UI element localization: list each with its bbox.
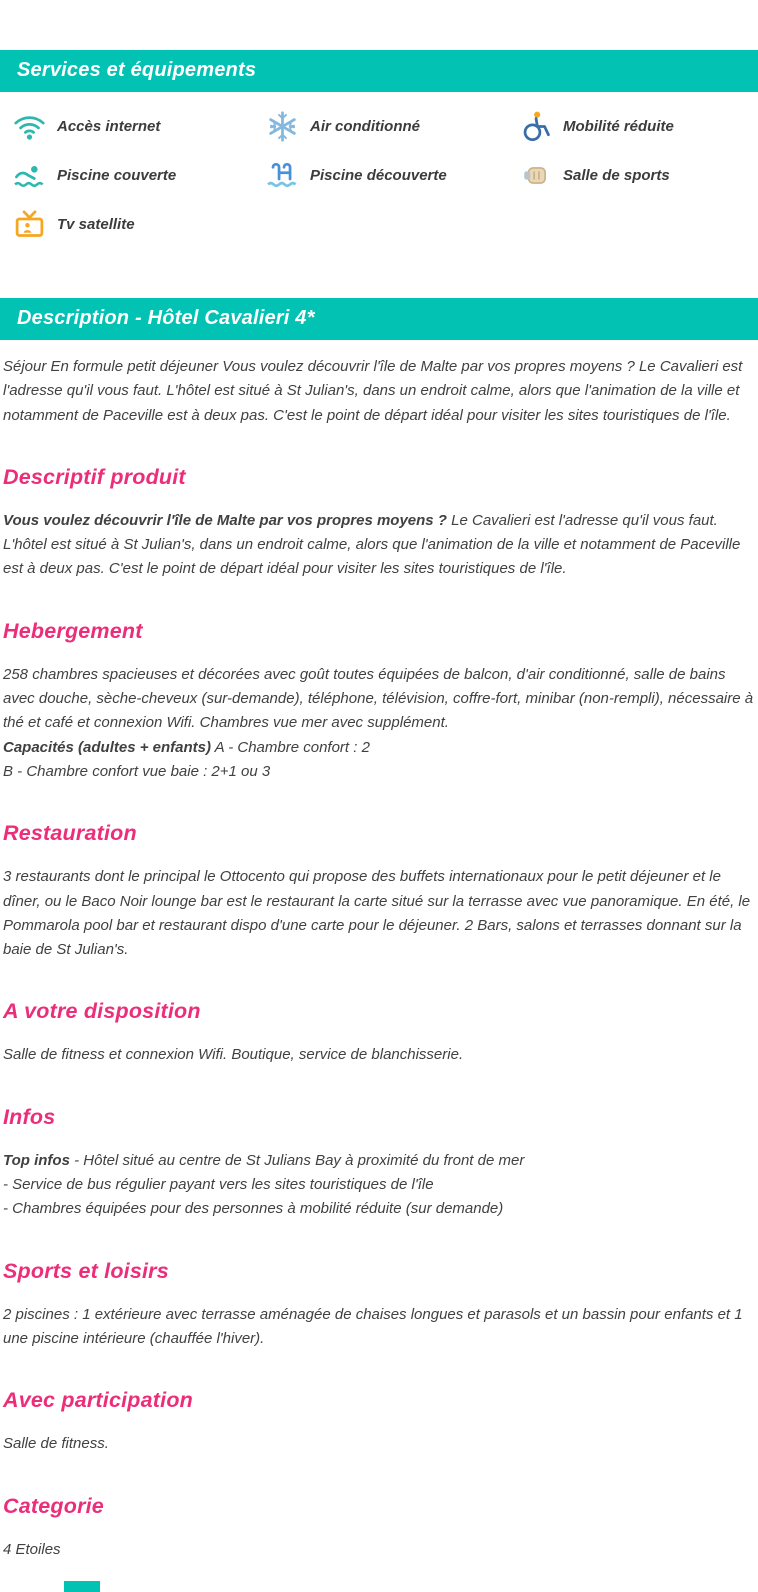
services-section-title: Services et équipements [17, 59, 257, 81]
services-section-header [0, 50, 758, 92]
disposition-paragraph: Salle de fitness et connexion Wifi. Boutique, service de blanchisserie. [3, 1046, 464, 1064]
gym-icon [516, 157, 554, 193]
hebergement-line2: B - Chambre confort vue baie : 2+1 ou 3 [3, 762, 271, 780]
amenity-label: Accès internet [57, 117, 161, 135]
amenity-tv-satellite [10, 206, 263, 242]
amenity-piscine-decouverte [263, 157, 516, 193]
amenities-grid [10, 108, 758, 242]
categorie-paragraph: 4 Etoiles [3, 1540, 61, 1558]
wheelchair-icon [516, 108, 554, 144]
heading-descriptif-produit: Descriptif produit [3, 464, 186, 489]
heading-categorie: Categorie [3, 1493, 104, 1518]
descriptif-paragraph [3, 509, 754, 582]
top-infos-rest: - Hôtel situé au centre de St Julians Bay à proximité du front de mer [69, 1151, 525, 1169]
tv-icon [10, 206, 48, 242]
hebergement-paragraph: 258 chambres spacieuses et décorées avec goût toutes équipées de balcon, d'air conditionné, salle de bains avec douche, sèche-cheveux (sur-demande), téléphone, télévision, coffre-fort, minibar (non-rempli), nécessaire à thé et café et connexion Wifi. Chambres vue mer avec supplément. [3, 665, 754, 732]
participation-paragraph: Salle de fitness. [3, 1435, 109, 1453]
heading-a-votre-disposition: A votre disposition [3, 999, 201, 1024]
capacites-label: Capacités (adultes + enfants) [3, 738, 211, 756]
amenity-piscine-couverte [10, 157, 263, 193]
restauration-paragraph: 3 restaurants dont le principal le Ottocento qui propose des buffets internationaux pour le petit déjeuner et le dîner, ou le Baco Noir lounge bar est le restaurant la carte situé sur la terrasse avec vue panoramique. En été, le Pommarola pool bar et restaurant dispo d'une carte pour le déjeuner. 2 Bars, salons et terrasses donnant sur la baie de St Julian's. [3, 868, 751, 959]
amenity-mobilite-reduite [516, 108, 758, 144]
partial-banner-fragment [64, 1581, 100, 1592]
descriptif-lead: Vous voulez découvrir l'île de Malte par vos propres moyens ? [3, 511, 452, 529]
heading-infos: Infos [3, 1104, 56, 1129]
swimmer-icon [10, 157, 48, 193]
heading-restauration: Restauration [3, 821, 137, 846]
heading-avec-participation: Avec participation [3, 1388, 193, 1413]
hebergement-capacites-line [3, 736, 754, 760]
amenity-air-conditionne [263, 108, 516, 144]
top-infos-label: Top infos [3, 1151, 70, 1169]
description-section-header [0, 298, 758, 340]
description-content [0, 355, 758, 1592]
infos-line2: - Service de bus régulier payant vers les sites touristiques de l'île [3, 1176, 434, 1194]
capacites-value: A - Chambre confort : 2 [210, 738, 370, 756]
descriptif-rest: Le Cavalieri est l'adresse qu'il vous faut. L'hôtel est situé à St Julian's, dans un endroit calme, alors que l'animation de la ville et notamment de Paceville est à deux pas. C'est le point de départ idéal pour visiter les sites touristiques de l'île. [3, 511, 741, 578]
amenity-salle-de-sports [516, 157, 758, 193]
sports-paragraph: 2 piscines : 1 extérieure avec terrasse aménagée de chaises longues et parasols et un bassin pour enfants et 1 une piscine intérieure (chauffée l'hiver). [3, 1305, 743, 1347]
wifi-icon [10, 108, 48, 144]
description-section-title: Description - Hôtel Cavalieri 4* [17, 307, 315, 329]
intro-paragraph: Séjour En formule petit déjeuner Vous voulez découvrir l'île de Malte par vos propres moyens ? Le Cavalieri est l'adresse qu'il vous faut. L'hôtel est situé à St Julian's, dans un endroit calme, alors que l'animation de la ville et notamment de Paceville est à deux pas. C'est le point de départ idéal pour visiter les sites touristiques de l'île. [3, 358, 743, 424]
heading-sports-et-loisirs: Sports et loisirs [3, 1258, 169, 1283]
amenity-acces-internet [10, 108, 263, 144]
pool-ladder-icon [263, 157, 301, 193]
amenity-label: Air conditionné [310, 117, 420, 135]
amenity-label: Mobilité réduite [563, 117, 674, 135]
infos-line1 [3, 1149, 754, 1173]
infos-line3: - Chambres équipées pour des personnes à mobilité réduite (sur demande) [3, 1200, 504, 1218]
amenity-label: Salle de sports [563, 166, 670, 184]
amenity-label: Piscine couverte [57, 166, 177, 184]
amenity-label: Piscine découverte [310, 166, 447, 184]
amenity-label: Tv satellite [57, 215, 135, 233]
snowflake-icon [263, 108, 301, 144]
heading-hebergement: Hebergement [3, 618, 143, 643]
